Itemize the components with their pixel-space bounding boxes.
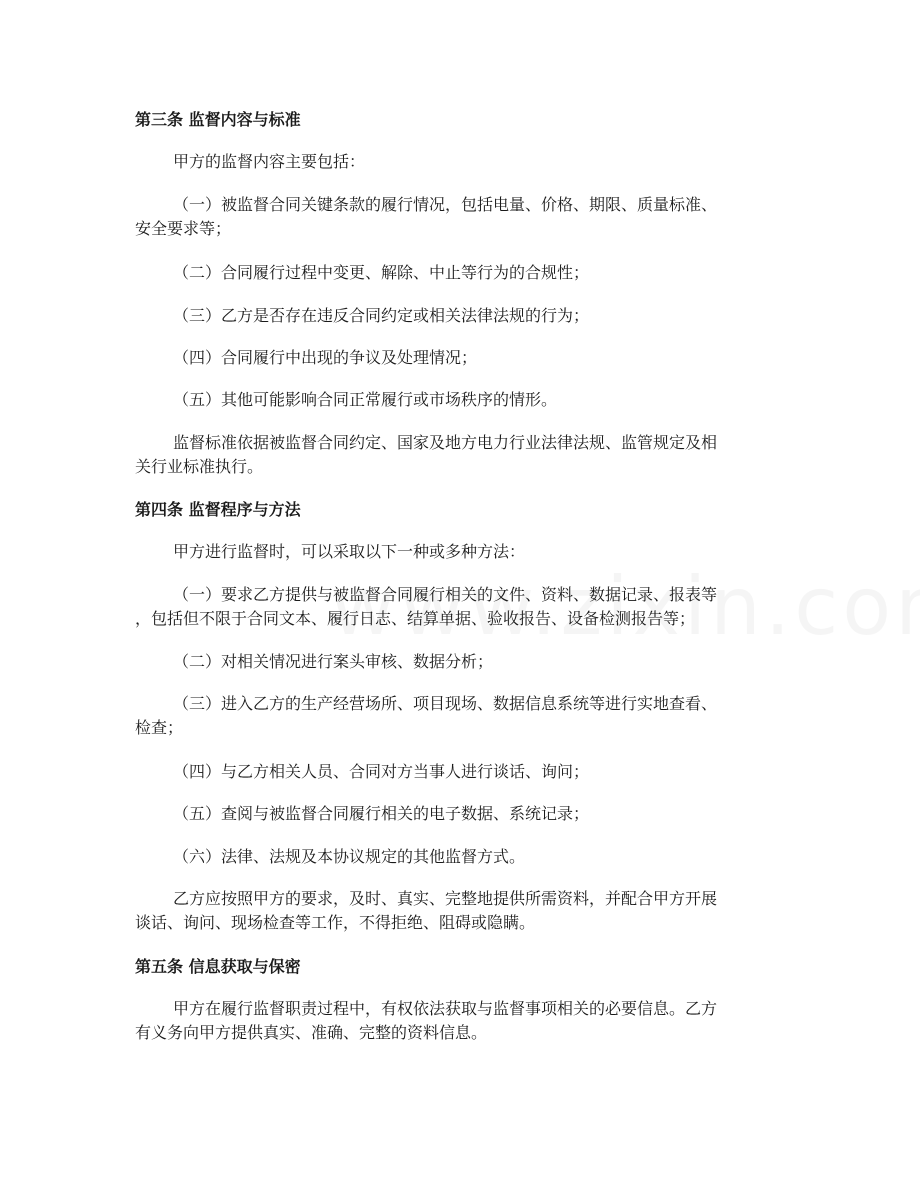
paragraph-line: 安全要求等； — [135, 219, 232, 238]
paragraph-line: 甲方进行监督时，可以采取以下一种或多种方法： — [173, 542, 526, 561]
article-3-item-1 — [135, 193, 785, 241]
paragraph-line: （四）与乙方相关人员、合同对方当事人进行谈话、询问； — [173, 762, 590, 781]
article-5-body — [135, 997, 785, 1045]
paragraph-line: （一）被监督合同关键条款的履行情况，包括电量、价格、期限、质量标准、 — [173, 195, 718, 214]
article-4-item-1 — [135, 583, 785, 631]
article-4-item-3 — [135, 692, 785, 740]
article-5-title: 第五条 信息获取与保密 — [135, 957, 301, 976]
article-4-item-6 — [135, 845, 785, 869]
paragraph-line: （三）乙方是否存在违反合同约定或相关法律法规的行为； — [173, 306, 590, 325]
article-4-item-4 — [135, 760, 785, 784]
paragraph-line: （五）其他可能影响合同正常履行或市场秩序的情形。 — [173, 390, 558, 409]
paragraph-line: （一）要求乙方提供与被监督合同履行相关的文件、资料、数据记录、报表等 — [173, 585, 718, 604]
paragraph-line: 谈话、询问、现场检查等工作，不得拒绝、阻碍或隐瞒。 — [135, 913, 536, 932]
paragraph-line: 甲方的监督内容主要包括： — [173, 152, 366, 171]
paragraph-line: （六）法律、法规及本协议规定的其他监督方式。 — [173, 847, 526, 866]
article-3-item-5 — [135, 388, 785, 412]
paragraph-line: （二）对相关情况进行案头审核、数据分析； — [173, 652, 494, 671]
article-3-standard — [135, 431, 785, 479]
paragraph-line: ，包括但不限于合同文本、履行日志、结算单据、验收报告、设备检测报告等； — [135, 609, 696, 628]
paragraph-line: （五）查阅与被监督合同履行相关的电子数据、系统记录； — [173, 804, 590, 823]
paragraph-line: 有义务向甲方提供真实、准确、完整的资料信息。 — [135, 1023, 488, 1042]
article-4-item-2 — [135, 650, 785, 674]
article-3-title: 第三条 监督内容与标准 — [135, 110, 301, 129]
article-4-intro — [135, 540, 785, 564]
paragraph-line: （四）合同履行中出现的争议及处理情况； — [173, 348, 478, 367]
paragraph-line: 关行业标准执行。 — [135, 457, 264, 476]
paragraph-line: 甲方在履行监督职责过程中，有权依法获取与监督事项相关的必要信息。乙方 — [173, 999, 718, 1018]
paragraph-line: 监督标准依据被监督合同约定、国家及地方电力行业法律法规、监管规定及相 — [173, 433, 718, 452]
paragraph-line: 检查； — [135, 718, 184, 737]
article-4-item-5 — [135, 802, 785, 826]
paragraph-line: （二）合同履行过程中变更、解除、中止等行为的合规性； — [173, 263, 590, 282]
article-3-intro — [135, 150, 785, 174]
article-3-item-4 — [135, 346, 785, 370]
article-3-item-3 — [135, 304, 785, 328]
article-4-cooperation — [135, 887, 785, 935]
article-4-title: 第四条 监督程序与方法 — [135, 500, 301, 519]
paragraph-line: 乙方应按照甲方的要求，及时、真实、完整地提供所需资料，并配合甲方开展 — [173, 889, 718, 908]
article-3-item-2 — [135, 261, 785, 285]
paragraph-line: （三）进入乙方的生产经营场所、项目现场、数据信息系统等进行实地查看、 — [173, 694, 718, 713]
